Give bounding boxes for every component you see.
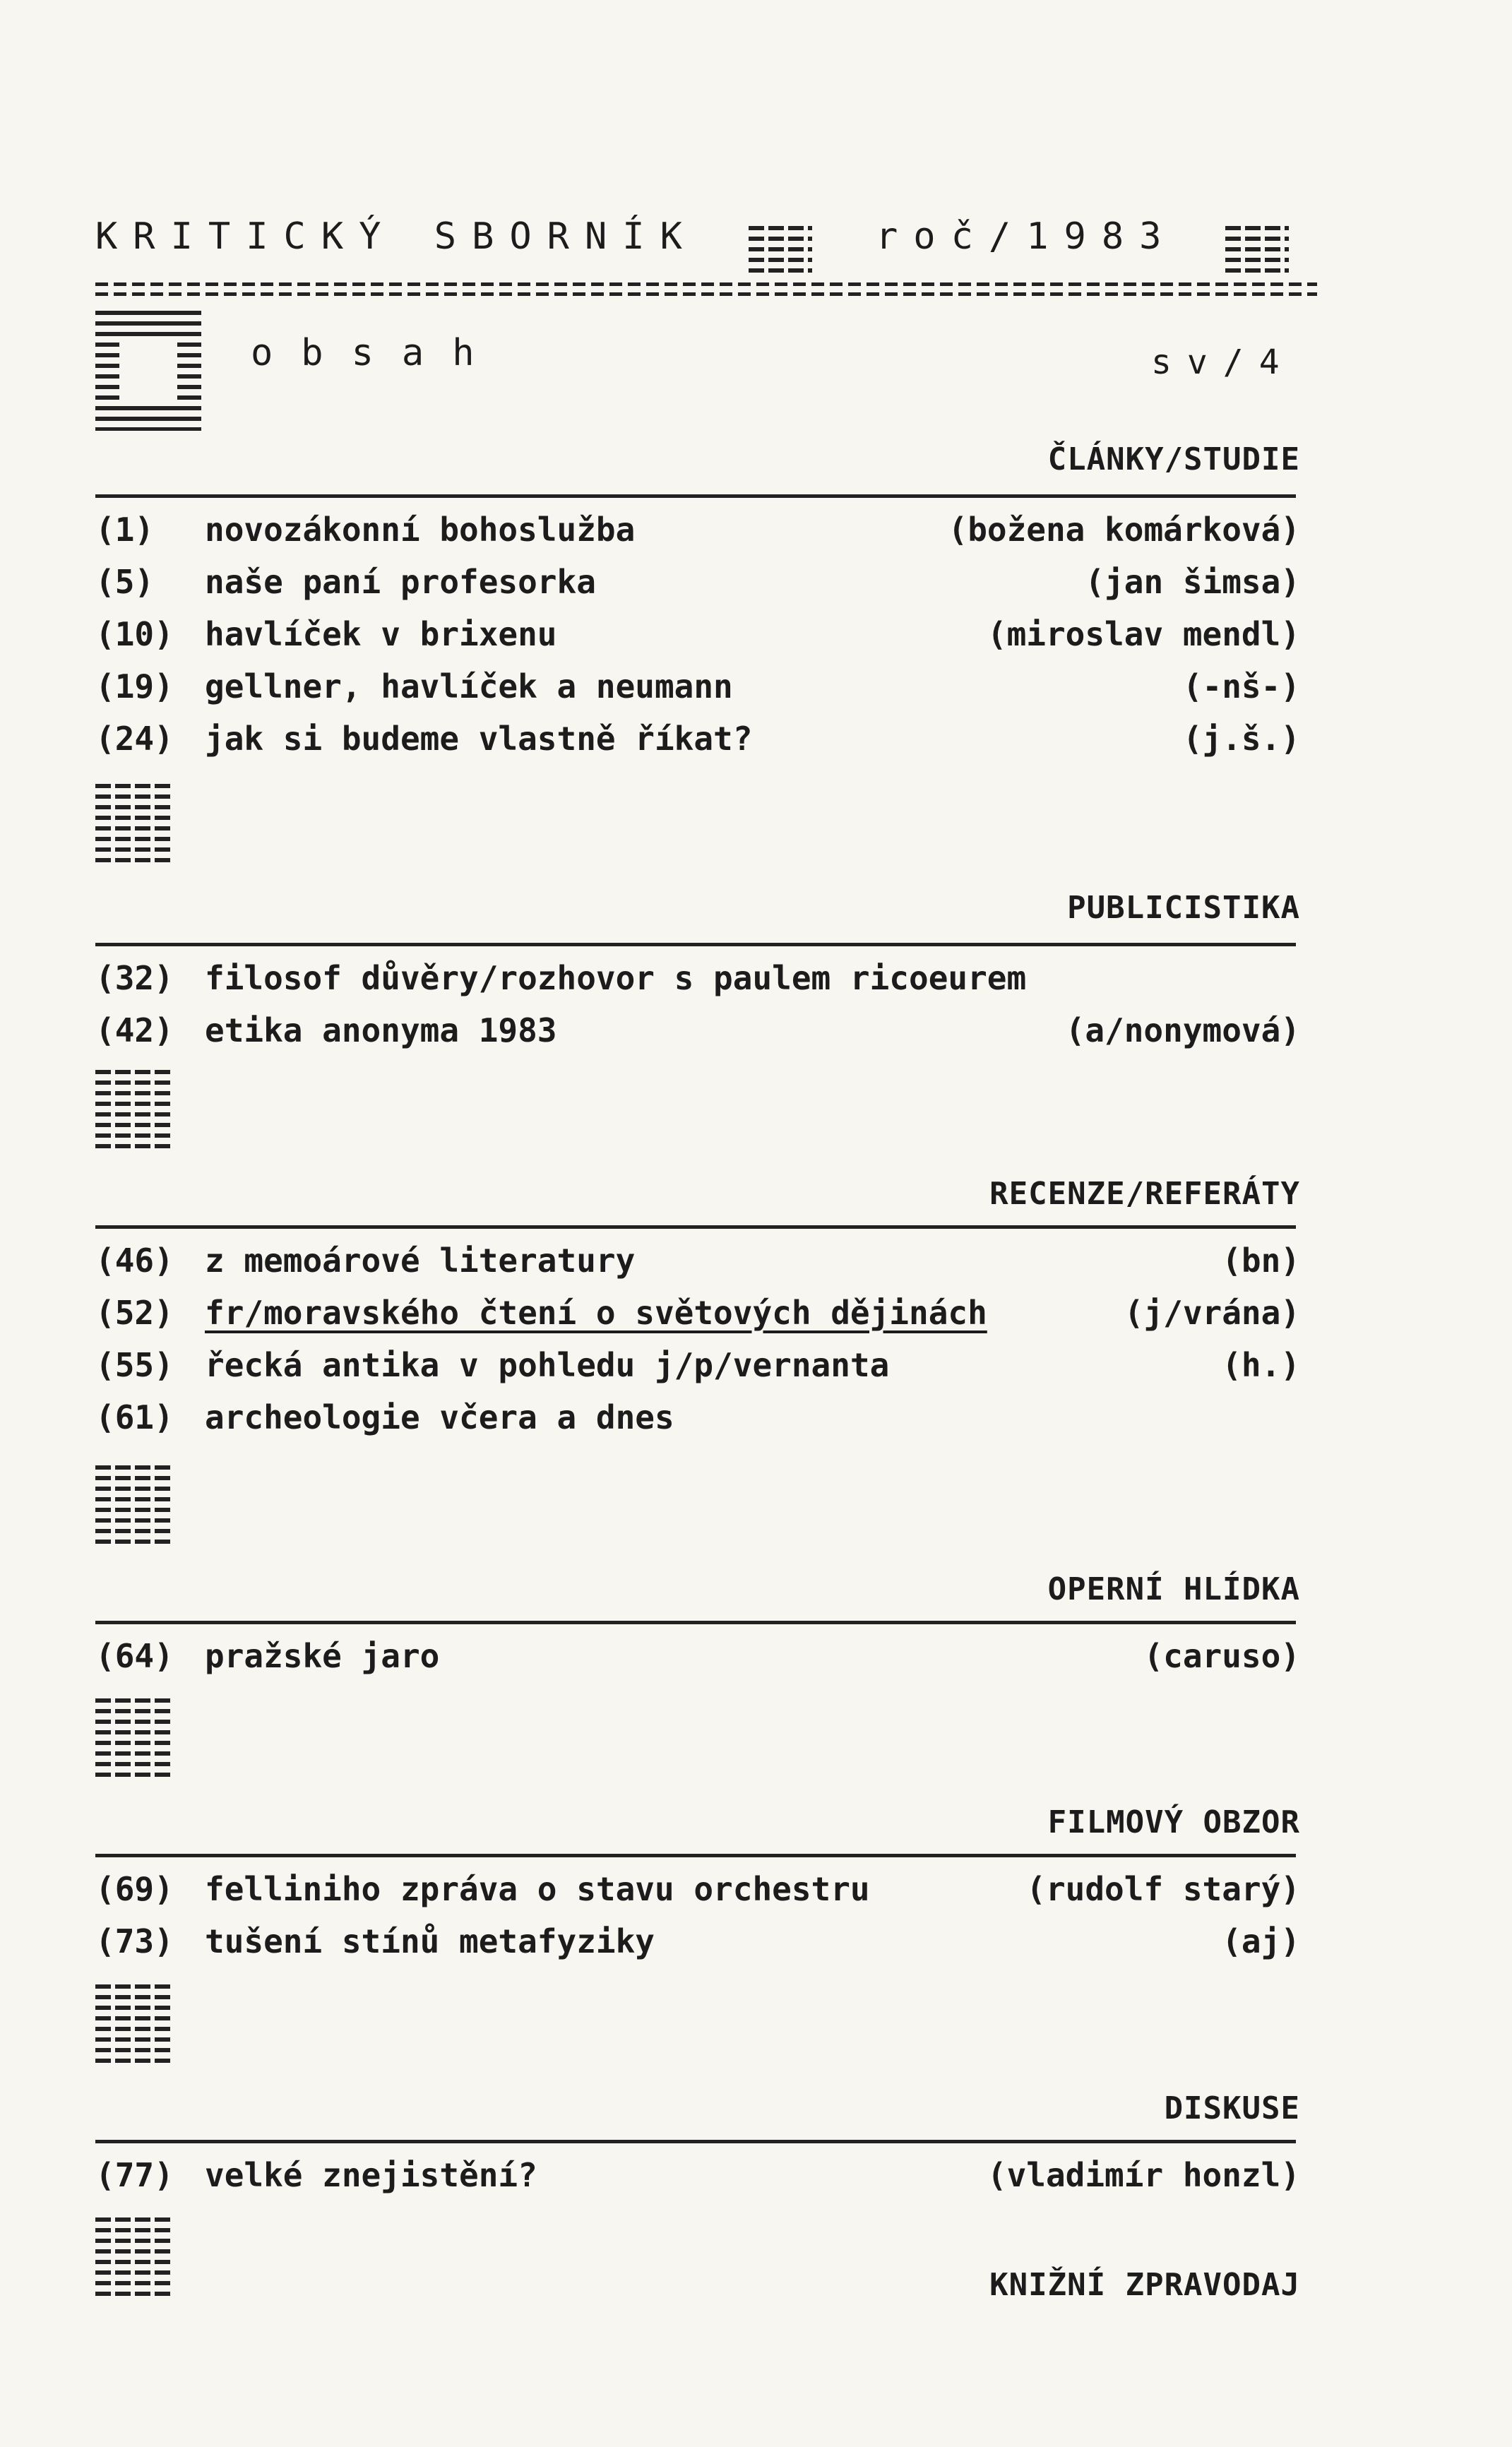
section-rule [95,494,1296,498]
section-rule [95,1621,1296,1624]
toc-entry: (64) pražské jaro [95,1637,440,1675]
entry-author: (a/nonymová) [1065,1011,1300,1049]
toc-entry: (52) fr/moravského čtení o světových dějinách [95,1294,987,1332]
toc-entry: (5) naše paní profesorka [95,563,596,601]
entry-author: (miroslav mendl) [987,615,1300,653]
header-rule [95,282,1317,299]
toc-entry: (73) tušení stínů metafyziky [95,1922,655,1960]
hatch-ornament [749,226,812,279]
toc-entry: (61) archeologie včera a dnes [95,1398,674,1436]
toc-entry: (42) etika anonyma 1983 [95,1011,557,1049]
entry-author: (h.) [1222,1346,1300,1384]
contents-title: obsah [251,332,503,374]
toc-entry: (69) felliniho zpráva o stavu orchestru [95,1870,870,1908]
hatch-ornament [95,1465,173,1550]
hatch-ornament [95,1070,173,1155]
section-title-film: FILMOVÝ OBZOR [1047,1804,1300,1840]
entry-author: (j/vrána) [1124,1294,1300,1332]
entry-author: (rudolf starý) [1026,1870,1300,1908]
section-rule [95,943,1296,946]
section-title-knizni: KNIŽNÍ ZPRAVODAJ [989,2267,1300,2303]
section-title-publicistika: PUBLICISTIKA [1067,890,1300,926]
entry-author: (bn) [1222,1242,1300,1280]
hatch-ornament [95,1984,173,2069]
hatch-ornament [95,784,173,869]
contents-box-icon [95,311,201,431]
hatch-ornament [95,1698,173,1783]
section-title-opera: OPERNÍ HLÍDKA [1047,1571,1300,1607]
section-rule [95,1225,1296,1229]
hatch-ornament [1225,226,1289,279]
section-rule [95,1854,1296,1857]
journal-year: roč/1983 [876,215,1177,258]
journal-title: KRITICKÝ SBORNÍK [95,215,698,258]
hatch-ornament [95,2217,173,2302]
entry-author: (vladimír honzl) [987,2156,1300,2194]
toc-entry: (46) z memoárové literatury [95,1242,636,1280]
volume-label: sv/4 [1151,343,1295,382]
toc-entry: (32) filosof důvěry/rozhovor s paulem ricoeurem [95,959,1027,997]
entry-author: (-nš-) [1182,667,1300,705]
toc-entry: (1) novozákonní bohoslužba [95,511,636,549]
section-title-diskuse: DISKUSE [1164,2090,1300,2126]
toc-entry: (19) gellner, havlíček a neumann [95,667,733,705]
entry-author: (božena komárková) [948,511,1300,549]
entry-author: (caruso) [1143,1637,1300,1675]
entry-author: (aj) [1222,1922,1300,1960]
entry-author: (j.š.) [1182,720,1300,758]
toc-entry: (77) velké znejistění? [95,2156,537,2194]
section-title-clanky: ČLÁNKY/STUDIE [1047,441,1300,477]
section-title-recenze: RECENZE/REFERÁTY [989,1176,1300,1212]
section-rule [95,2140,1296,2143]
toc-entry: (10) havlíček v brixenu [95,615,557,653]
toc-entry: (24) jak si budeme vlastně říkat? [95,720,753,758]
entry-author: (jan šimsa) [1085,563,1300,601]
toc-entry: (55) řecká antika v pohledu j/p/vernanta [95,1346,890,1384]
